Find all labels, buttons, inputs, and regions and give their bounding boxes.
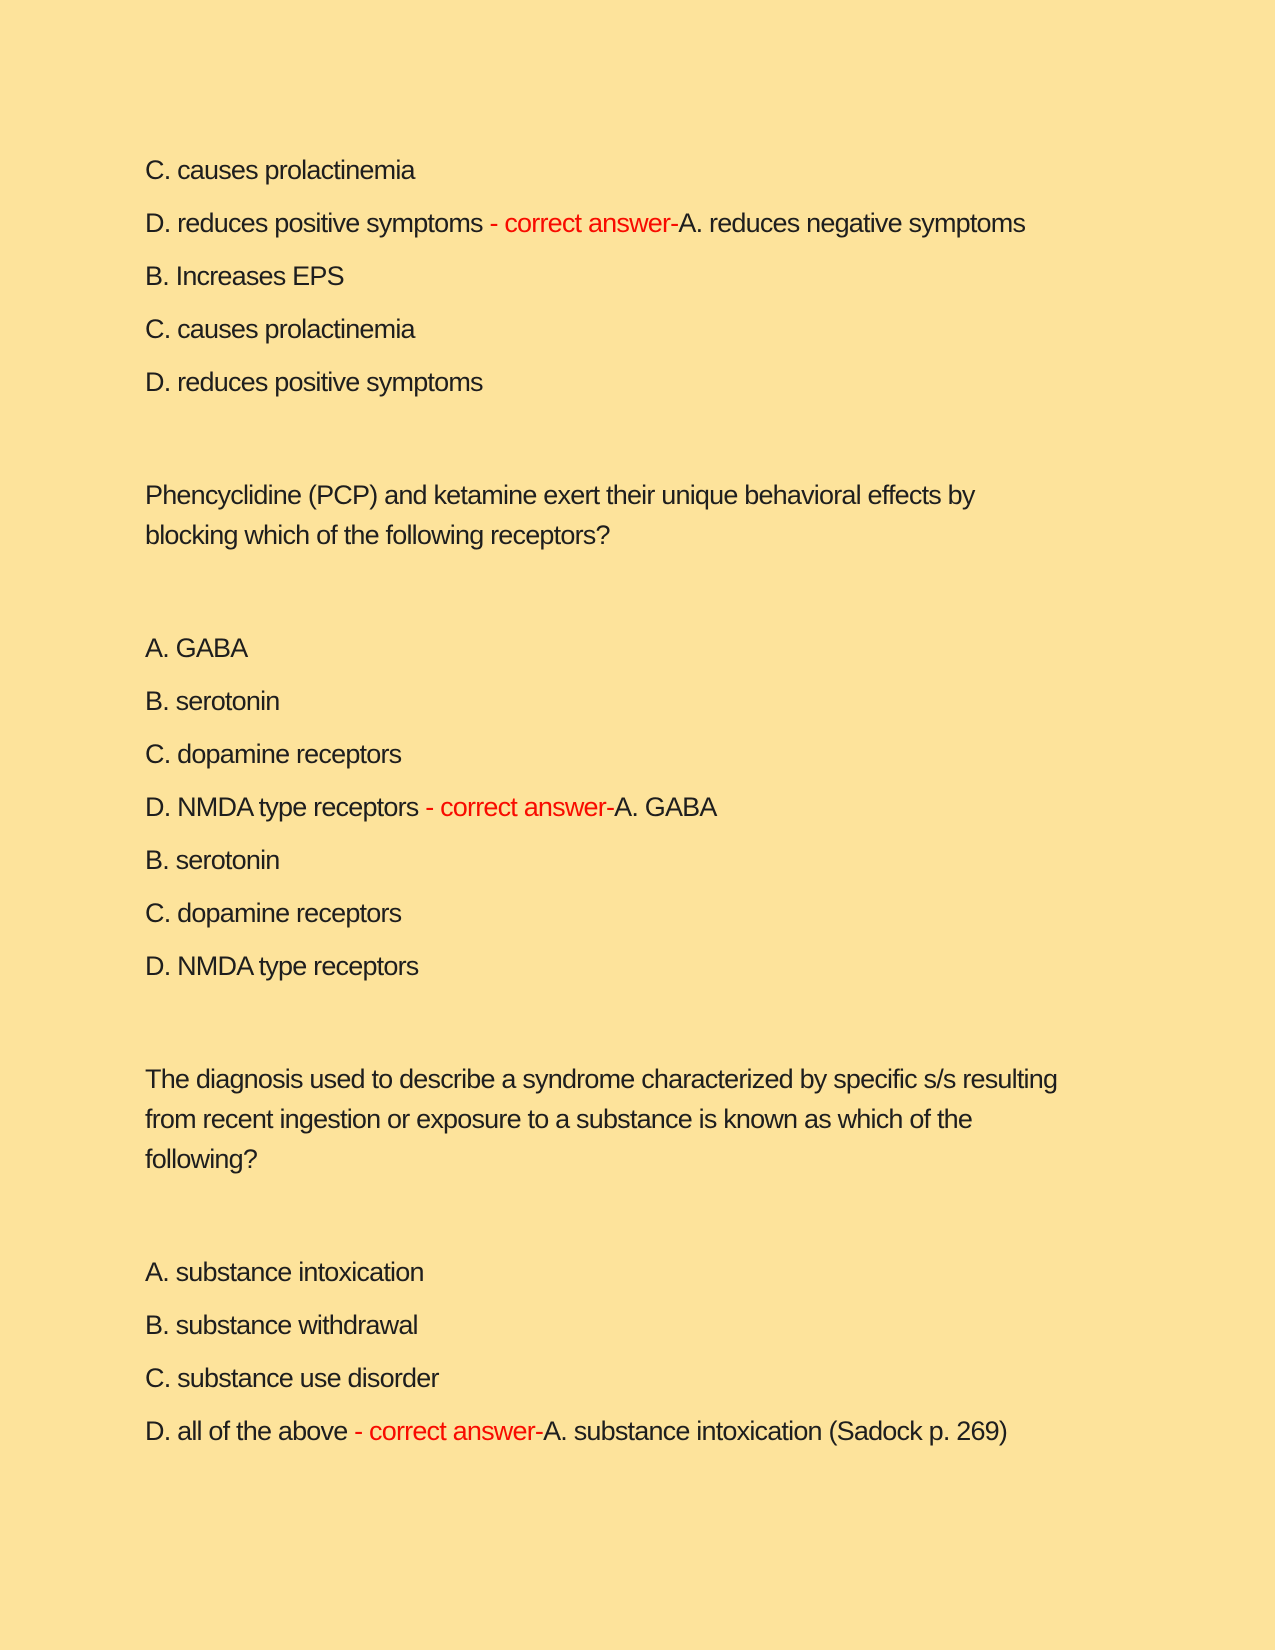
- text-segment: D. NMDA type receptors: [145, 792, 426, 822]
- option-line: [145, 787, 1235, 827]
- text-segment: blocking which of the following receptors?: [145, 520, 610, 550]
- text-segment: B. Increases EPS: [145, 261, 344, 291]
- text-segment: D. NMDA type receptors: [145, 951, 419, 981]
- text-segment: D. all of the above: [145, 1416, 355, 1446]
- correct-answer-marker: - correct answer-: [354, 1416, 544, 1446]
- question-line: [145, 1059, 1235, 1099]
- option-line: [145, 309, 1235, 349]
- option-line: [145, 893, 1235, 933]
- question-line: [145, 515, 1235, 555]
- option-line: [145, 256, 1235, 296]
- text-segment: C. dopamine receptors: [145, 898, 402, 928]
- text-segment: Phencyclidine (PCP) and ketamine exert their unique behavioral effects by: [145, 480, 975, 510]
- options-block: [145, 628, 1235, 986]
- question-line: [145, 475, 1235, 515]
- correct-answer-marker: - correct answer-: [425, 792, 615, 822]
- option-line: [145, 1305, 1235, 1345]
- option-line: [145, 1358, 1235, 1398]
- option-line: [145, 150, 1235, 190]
- text-segment: from recent ingestion or exposure to a substance is known as which of the: [145, 1104, 973, 1134]
- text-segment: A. GABA: [145, 633, 248, 663]
- question-line: [145, 1099, 1235, 1139]
- option-line: [145, 1252, 1235, 1292]
- text-segment: C. causes prolactinemia: [145, 314, 415, 344]
- option-line: [145, 681, 1235, 721]
- options-block: [145, 1252, 1235, 1451]
- options-block: [145, 150, 1235, 402]
- option-line: [145, 362, 1235, 402]
- option-line: [145, 946, 1235, 986]
- question-line: [145, 1139, 1235, 1179]
- option-line: [145, 203, 1235, 243]
- option-line: [145, 840, 1235, 880]
- text-segment: D. reduces positive symptoms: [145, 367, 483, 397]
- text-segment: D. reduces positive symptoms: [145, 208, 490, 238]
- text-segment: following?: [145, 1144, 258, 1174]
- text-segment: B. serotonin: [145, 686, 280, 716]
- text-segment: A. reduces negative symptoms: [678, 208, 1026, 238]
- option-line: [145, 1411, 1235, 1451]
- text-segment: B. substance withdrawal: [145, 1310, 418, 1340]
- text-segment: C. substance use disorder: [145, 1363, 439, 1393]
- question-block: [145, 1059, 1235, 1179]
- option-line: [145, 734, 1235, 774]
- text-segment: C. dopamine receptors: [145, 739, 402, 769]
- question-block: [145, 475, 1235, 555]
- text-segment: A. substance intoxication: [145, 1257, 424, 1287]
- text-segment: B. serotonin: [145, 845, 280, 875]
- text-segment: A. GABA: [614, 792, 717, 822]
- text-segment: A. substance intoxication (Sadock p. 269): [543, 1416, 1008, 1446]
- text-segment: C. causes prolactinemia: [145, 155, 415, 185]
- option-line: [145, 628, 1235, 668]
- text-segment: The diagnosis used to describe a syndrome characterized by specific s/s resulting: [145, 1064, 1058, 1094]
- correct-answer-marker: - correct answer-: [489, 208, 679, 238]
